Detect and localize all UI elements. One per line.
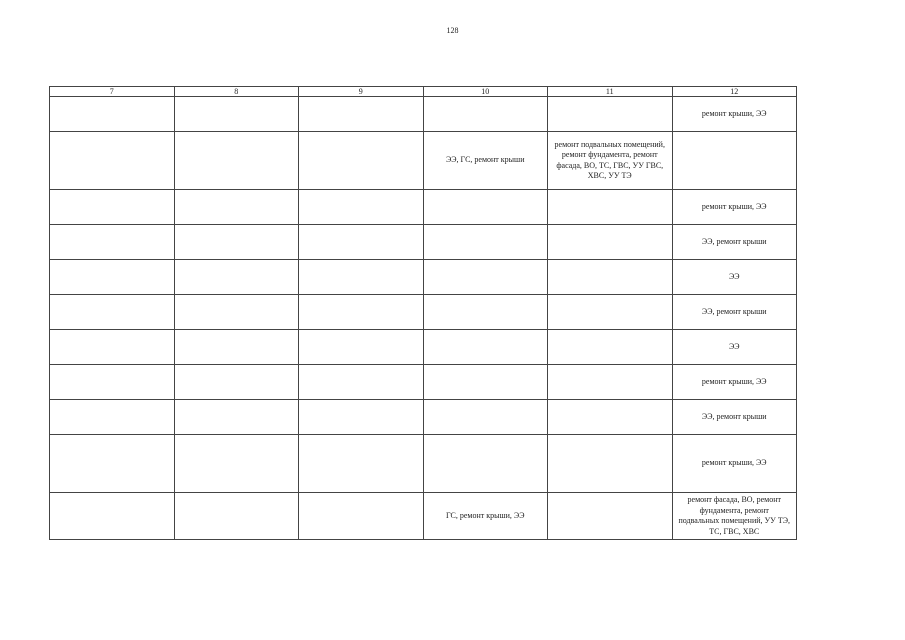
table-cell	[299, 330, 424, 365]
table-cell: ЭЭ, ремонт крыши	[672, 295, 797, 330]
table-cell	[299, 365, 424, 400]
works-table	[49, 86, 797, 540]
table-cell	[299, 190, 424, 225]
table-cell	[299, 97, 424, 132]
table-cell	[174, 225, 299, 260]
table-cell	[548, 260, 673, 295]
table-cell	[548, 435, 673, 493]
table-cell	[548, 97, 673, 132]
table-cell	[50, 295, 175, 330]
table-cell	[50, 132, 175, 190]
table-cell	[174, 190, 299, 225]
table-cell	[174, 493, 299, 540]
table-cell: ремонт крыши, ЭЭ	[672, 365, 797, 400]
table-row	[50, 365, 797, 400]
column-header-7: 7	[50, 87, 175, 97]
table-cell	[50, 97, 175, 132]
table-cell	[548, 493, 673, 540]
table-cell	[50, 330, 175, 365]
table-cell	[50, 260, 175, 295]
table-cell: ремонт крыши, ЭЭ	[672, 97, 797, 132]
table-cell	[423, 190, 548, 225]
table-cell	[174, 330, 299, 365]
table-cell: ГС, ремонт крыши, ЭЭ	[423, 493, 548, 540]
table-cell: ЭЭ, ремонт крыши	[672, 400, 797, 435]
table-cell: ремонт подвальных помещений, ремонт фундамента, ремонт фасада, ВО, ТС, ГВС, УУ ГВС, ХВС, УУ ТЭ	[548, 132, 673, 190]
table-cell: ЭЭ	[672, 330, 797, 365]
column-header-12: 12	[672, 87, 797, 97]
table-cell: ремонт фасада, ВО, ремонт фундамента, ремонт подвальных помещений, УУ ТЭ, ТС, ГВС, ХВС	[672, 493, 797, 540]
table-row	[50, 190, 797, 225]
column-header-11: 11	[548, 87, 673, 97]
table-row	[50, 225, 797, 260]
table-cell	[423, 435, 548, 493]
table-cell	[299, 260, 424, 295]
table-row	[50, 97, 797, 132]
table-row	[50, 435, 797, 493]
table-cell	[50, 435, 175, 493]
table-cell	[174, 97, 299, 132]
table-header-row	[50, 87, 797, 97]
table-row	[50, 295, 797, 330]
table-cell	[423, 295, 548, 330]
column-header-8: 8	[174, 87, 299, 97]
table-cell: ЭЭ, ГС, ремонт крыши	[423, 132, 548, 190]
table-cell	[423, 365, 548, 400]
table-row	[50, 400, 797, 435]
column-header-9: 9	[299, 87, 424, 97]
table-cell	[299, 225, 424, 260]
table-cell	[174, 365, 299, 400]
table-cell	[548, 190, 673, 225]
table-row	[50, 493, 797, 540]
table-cell	[548, 295, 673, 330]
table-cell: ремонт крыши, ЭЭ	[672, 435, 797, 493]
table-cell	[299, 400, 424, 435]
table-cell	[423, 225, 548, 260]
table-cell	[548, 400, 673, 435]
table-cell	[423, 97, 548, 132]
table-cell	[50, 493, 175, 540]
table-cell: ЭЭ, ремонт крыши	[672, 225, 797, 260]
table-cell	[548, 225, 673, 260]
table-cell	[548, 330, 673, 365]
page-number: 128	[446, 26, 459, 35]
table-row	[50, 132, 797, 190]
table-cell	[423, 330, 548, 365]
table-cell	[174, 435, 299, 493]
table-cell	[50, 190, 175, 225]
table-cell	[548, 365, 673, 400]
column-header-10: 10	[423, 87, 548, 97]
table-cell	[174, 295, 299, 330]
table-cell	[50, 400, 175, 435]
table-cell: ЭЭ	[672, 260, 797, 295]
table-cell	[50, 225, 175, 260]
table-cell	[174, 260, 299, 295]
table-cell	[299, 132, 424, 190]
table-cell: ремонт крыши, ЭЭ	[672, 190, 797, 225]
table-cell	[423, 400, 548, 435]
table-cell	[423, 260, 548, 295]
table-cell	[672, 132, 797, 190]
table-cell	[299, 295, 424, 330]
table-cell	[50, 365, 175, 400]
table-cell	[174, 400, 299, 435]
table-cell	[299, 435, 424, 493]
table-row	[50, 260, 797, 295]
table-cell	[174, 132, 299, 190]
table-cell	[299, 493, 424, 540]
table-row	[50, 330, 797, 365]
